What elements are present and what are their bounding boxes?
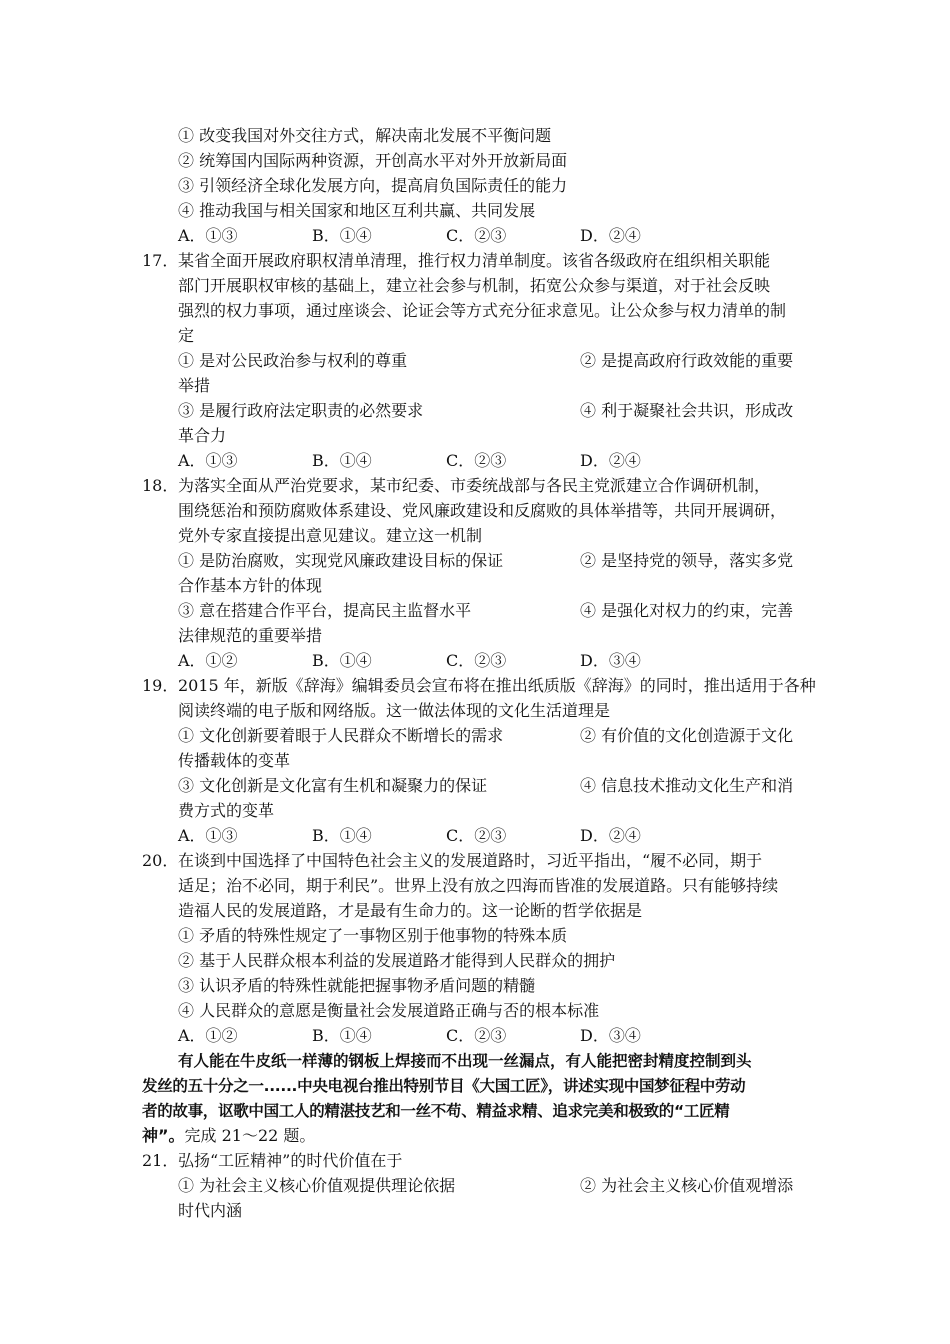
- q19-answer-a: A．①③: [178, 826, 238, 845]
- q20-answer-d: D．③④: [580, 1026, 641, 1045]
- q20-stem-line-2: 适足；治不必同，期于利民”。世界上没有放之四海而皆准的发展道路。只有能够持续: [178, 876, 779, 895]
- q21-option-2-cont: 时代内涵: [178, 1201, 243, 1220]
- material-line-4-bold: 神”。: [142, 1126, 185, 1145]
- q18-option-2-cont: 合作基本方针的体现: [178, 576, 323, 595]
- q20-answer-c: C．②③: [446, 1026, 507, 1045]
- material-line-1: 有人能在牛皮纸一样薄的钢板上焊接而不出现一丝漏点，有人能把密封精度控制到头: [178, 1052, 752, 1070]
- q17-answer-d: D．②④: [580, 451, 641, 470]
- q20-number: 20．: [142, 851, 179, 870]
- q16-answer-b: B．①④: [312, 226, 372, 245]
- q16-option-1: ① 改变我国对外交往方式，解决南北发展不平衡问题: [178, 126, 552, 145]
- q20-answer-a: A．①②: [178, 1026, 238, 1045]
- material-line-4: [142, 1126, 315, 1146]
- material-line-3: 者的故事，讴歌中国工人的精湛技艺和一丝不苟、精益求精、追求完美和极致的“工匠精: [142, 1102, 730, 1120]
- q21-option-1: ① 为社会主义核心价值观提供理论依据: [178, 1176, 456, 1195]
- q18-stem-line-2: 围绕惩治和预防腐败体系建设、党风廉政建设和反腐败的具体举措等，共同开展调研，: [178, 501, 787, 520]
- q20-option-3: ③ 认识矛盾的特殊性就能把握事物矛盾问题的精髓: [178, 976, 536, 995]
- material-line-2: 发丝的五十分之一......中央电视台推出特别节目《大国工匠》，讲述实现中国梦征程中劳动: [142, 1077, 746, 1095]
- q19-option-4: ④ 信息技术推动文化生产和消: [580, 776, 794, 795]
- q18-option-2: ② 是坚持党的领导，落实多党: [580, 551, 794, 570]
- q19-answer-c: C．②③: [446, 826, 507, 845]
- q16-option-2: ② 统筹国内国际两种资源，开创高水平对外开放新局面: [178, 151, 568, 170]
- q17-answer-a: A．①③: [178, 451, 238, 470]
- q17-answer-c: C．②③: [446, 451, 507, 470]
- q20-answer-b: B．①④: [312, 1026, 372, 1045]
- q17-option-2-cont: 举措: [178, 376, 211, 395]
- q16-answer-c: C．②③: [446, 226, 507, 245]
- q18-option-4: ④ 是强化对权力的约束，完善: [580, 601, 794, 620]
- q21-option-2: ② 为社会主义核心价值观增添: [580, 1176, 794, 1195]
- q19-answer-d: D．②④: [580, 826, 641, 845]
- q19-number: 19．: [142, 676, 179, 695]
- q16-option-4: ④ 推动我国与相关国家和地区互利共赢、共同发展: [178, 201, 536, 220]
- q20-option-2: ② 基于人民群众根本利益的发展道路才能得到人民群众的拥护: [178, 951, 616, 970]
- q17-answer-b: B．①④: [312, 451, 372, 470]
- q19-option-2-cont: 传播载体的变革: [178, 751, 291, 770]
- q21-stem: 弘扬“工匠精神”的时代价值在于: [178, 1151, 403, 1170]
- q18-option-1: ① 是防治腐败，实现党风廉政建设目标的保证: [178, 551, 504, 570]
- q17-stem-line-1: 某省全面开展政府职权清单清理，推行权力清单制度。该省各级政府在组织相关职能: [178, 251, 771, 270]
- q20-option-4: ④ 人民群众的意愿是衡量社会发展道路正确与否的根本标准: [178, 1001, 600, 1020]
- q17-option-3: ③ 是履行政府法定职责的必然要求: [178, 401, 424, 420]
- q19-option-4-cont: 费方式的变革: [178, 801, 275, 820]
- q16-answer-d: D．②④: [580, 226, 641, 245]
- q21-number: 21．: [142, 1151, 179, 1170]
- q19-option-3: ③ 文化创新是文化富有生机和凝聚力的保证: [178, 776, 488, 795]
- q20-stem-line-1: 在谈到中国选择了中国特色社会主义的发展道路时，习近平指出，“履不必同，期于: [178, 851, 763, 870]
- material-line-4-rest: 完成 21～22 题。: [184, 1126, 316, 1145]
- q17-stem-line-4: 定: [178, 326, 195, 345]
- q17-option-4-cont: 革合力: [178, 426, 227, 445]
- q16-option-3: ③ 引领经济全球化发展方向，提高肩负国际责任的能力: [178, 176, 568, 195]
- q20-option-1: ① 矛盾的特殊性规定了一事物区别于他事物的特殊本质: [178, 926, 568, 945]
- q17-stem-line-2: 部门开展职权审核的基础上，建立社会参与机制，拓宽公众参与渠道，对于社会反映: [178, 276, 771, 295]
- q17-option-2: ② 是提高政府行政效能的重要: [580, 351, 794, 370]
- q17-number: 17．: [142, 251, 179, 270]
- q18-answer-b: B．①④: [312, 651, 372, 670]
- q18-answer-a: A．①②: [178, 651, 238, 670]
- q16-answer-a: A．①③: [178, 226, 238, 245]
- q17-option-4: ④ 利于凝聚社会共识，形成改: [580, 401, 794, 420]
- q19-stem-line-2: 阅读终端的电子版和网络版。这一做法体现的文化生活道理是: [178, 701, 611, 720]
- q18-option-4-cont: 法律规范的重要举措: [178, 626, 323, 645]
- q18-stem-line-3: 党外专家直接提出意见建议。建立这一机制: [178, 526, 483, 545]
- q19-option-2: ② 有价值的文化创造源于文化: [580, 726, 794, 745]
- q20-stem-line-3: 造福人民的发展道路，才是最有生命力的。这一论断的哲学依据是: [178, 901, 643, 920]
- q17-option-1: ① 是对公民政治参与权利的尊重: [178, 351, 408, 370]
- q19-option-1: ① 文化创新要着眼于人民群众不断增长的需求: [178, 726, 504, 745]
- q19-answer-b: B．①④: [312, 826, 372, 845]
- q19-stem-line-1: 2015 年，新版《辞海》编辑委员会宣布将在推出纸质版《辞海》的同时，推出适用于各种: [178, 676, 816, 695]
- q18-answer-c: C．②③: [446, 651, 507, 670]
- q17-stem-line-3: 强烈的权力事项，通过座谈会、论证会等方式充分征求意见。让公众参与权力清单的制: [178, 301, 787, 320]
- q18-option-3: ③ 意在搭建合作平台，提高民主监督水平: [178, 601, 472, 620]
- q18-stem-line-1: 为落实全面从严治党要求，某市纪委、市委统战部与各民主党派建立合作调研机制，: [178, 476, 771, 495]
- q18-answer-d: D．③④: [580, 651, 641, 670]
- q18-number: 18．: [142, 476, 179, 495]
